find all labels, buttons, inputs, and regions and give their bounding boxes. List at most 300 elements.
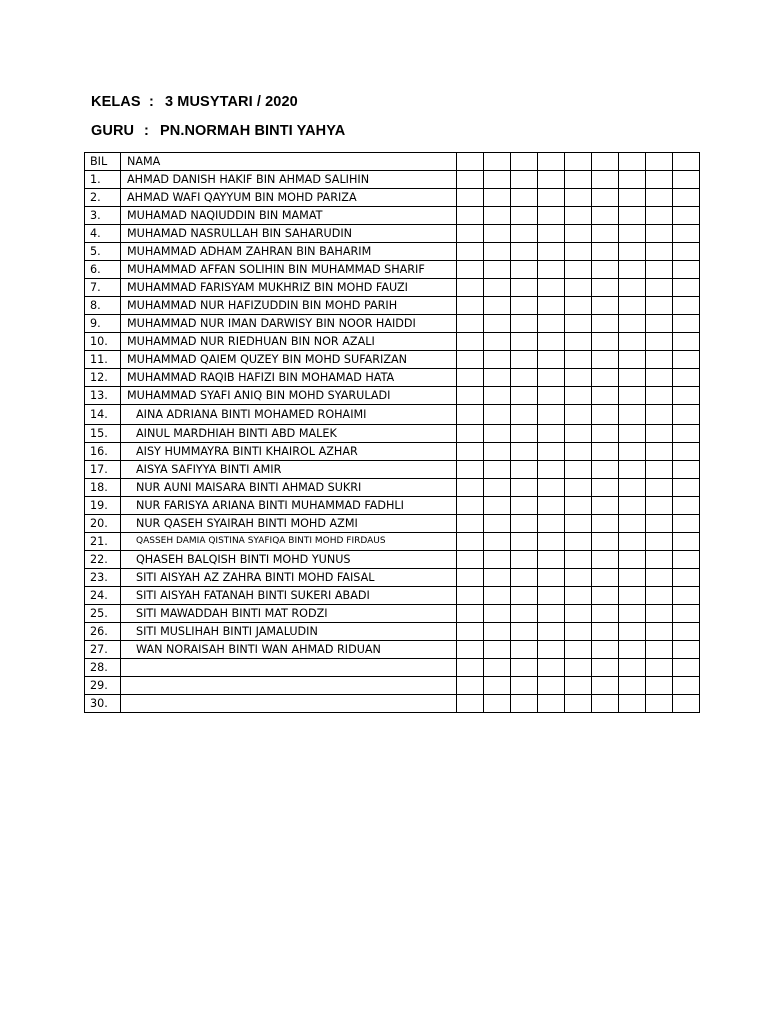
row-number: 7. bbox=[85, 279, 121, 297]
mark-cell[interactable] bbox=[565, 551, 592, 569]
mark-cell[interactable] bbox=[592, 443, 619, 461]
mark-cell[interactable] bbox=[538, 189, 565, 207]
mark-cell[interactable] bbox=[619, 351, 646, 369]
mark-cell[interactable] bbox=[592, 189, 619, 207]
mark-cell[interactable] bbox=[538, 641, 565, 659]
mark-cell[interactable] bbox=[538, 623, 565, 641]
mark-cell[interactable] bbox=[457, 297, 484, 315]
mark-cell[interactable] bbox=[538, 351, 565, 369]
mark-cell[interactable] bbox=[565, 587, 592, 605]
mark-cell[interactable] bbox=[484, 207, 511, 225]
mark-cell[interactable] bbox=[511, 387, 538, 405]
mark-cell[interactable] bbox=[457, 461, 484, 479]
mark-cell[interactable] bbox=[484, 243, 511, 261]
mark-cell[interactable] bbox=[511, 551, 538, 569]
mark-cell[interactable] bbox=[646, 641, 673, 659]
mark-cell[interactable] bbox=[484, 641, 511, 659]
mark-cell[interactable] bbox=[619, 659, 646, 677]
mark-cell[interactable] bbox=[484, 225, 511, 243]
mark-cell[interactable] bbox=[592, 605, 619, 623]
mark-cell[interactable] bbox=[565, 315, 592, 333]
mark-cell[interactable] bbox=[538, 333, 565, 351]
mark-cell[interactable] bbox=[565, 533, 592, 551]
mark-cell[interactable] bbox=[646, 461, 673, 479]
mark-cell[interactable] bbox=[592, 171, 619, 189]
mark-cell[interactable] bbox=[538, 569, 565, 587]
mark-cell[interactable] bbox=[484, 659, 511, 677]
mark-cell[interactable] bbox=[646, 695, 673, 713]
mark-cell[interactable] bbox=[484, 279, 511, 297]
mark-cell[interactable] bbox=[619, 189, 646, 207]
mark-cell[interactable] bbox=[565, 659, 592, 677]
mark-cell[interactable] bbox=[457, 369, 484, 387]
mark-cell[interactable] bbox=[511, 497, 538, 515]
mark-cell[interactable] bbox=[592, 587, 619, 605]
mark-cell[interactable] bbox=[673, 569, 700, 587]
mark-cell[interactable] bbox=[565, 387, 592, 405]
mark-cell[interactable] bbox=[673, 315, 700, 333]
table-row bbox=[85, 225, 700, 243]
mark-cell[interactable] bbox=[673, 171, 700, 189]
mark-cell[interactable] bbox=[619, 515, 646, 533]
mark-cell[interactable] bbox=[484, 515, 511, 533]
mark-cell[interactable] bbox=[619, 261, 646, 279]
mark-cell[interactable] bbox=[511, 171, 538, 189]
mark-cell[interactable] bbox=[646, 623, 673, 641]
mark-cell[interactable] bbox=[646, 261, 673, 279]
mark-cell[interactable] bbox=[457, 515, 484, 533]
mark-cell[interactable] bbox=[484, 479, 511, 497]
mark-cell[interactable] bbox=[592, 225, 619, 243]
mark-cell[interactable] bbox=[484, 569, 511, 587]
mark-cell[interactable] bbox=[565, 479, 592, 497]
mark-cell[interactable] bbox=[457, 551, 484, 569]
mark-cell[interactable] bbox=[619, 533, 646, 551]
mark-cell[interactable] bbox=[484, 387, 511, 405]
mark-cell[interactable] bbox=[484, 351, 511, 369]
mark-cell[interactable] bbox=[646, 243, 673, 261]
mark-cell[interactable] bbox=[619, 677, 646, 695]
mark-cell[interactable] bbox=[511, 641, 538, 659]
mark-cell[interactable] bbox=[484, 189, 511, 207]
student-name: AHMAD DANISH HAKIF BIN AHMAD SALIHIN bbox=[121, 171, 457, 189]
mark-cell[interactable] bbox=[592, 569, 619, 587]
mark-cell[interactable] bbox=[538, 171, 565, 189]
mark-cell[interactable] bbox=[592, 623, 619, 641]
mark-cell[interactable] bbox=[646, 297, 673, 315]
mark-cell[interactable] bbox=[511, 297, 538, 315]
mark-cell[interactable] bbox=[619, 279, 646, 297]
mark-cell[interactable] bbox=[457, 533, 484, 551]
mark-cell[interactable] bbox=[592, 479, 619, 497]
mark-cell[interactable] bbox=[673, 659, 700, 677]
mark-cell[interactable] bbox=[592, 351, 619, 369]
mark-cell[interactable] bbox=[538, 405, 565, 425]
mark-cell[interactable] bbox=[538, 551, 565, 569]
mark-cell[interactable] bbox=[592, 207, 619, 225]
mark-cell[interactable] bbox=[565, 243, 592, 261]
mark-cell[interactable] bbox=[619, 551, 646, 569]
mark-cell[interactable] bbox=[484, 171, 511, 189]
mark-cell[interactable] bbox=[673, 207, 700, 225]
mark-cell[interactable] bbox=[565, 605, 592, 623]
mark-cell[interactable] bbox=[619, 297, 646, 315]
mark-cell[interactable] bbox=[565, 297, 592, 315]
mark-cell[interactable] bbox=[619, 641, 646, 659]
mark-cell[interactable] bbox=[565, 207, 592, 225]
mark-cell[interactable] bbox=[511, 461, 538, 479]
mark-cell[interactable] bbox=[619, 695, 646, 713]
mark-cell[interactable] bbox=[457, 171, 484, 189]
mark-cell[interactable] bbox=[673, 641, 700, 659]
mark-cell[interactable] bbox=[646, 405, 673, 425]
mark-cell[interactable] bbox=[619, 425, 646, 443]
mark-cell[interactable] bbox=[565, 405, 592, 425]
mark-cell[interactable] bbox=[457, 279, 484, 297]
mark-cell[interactable] bbox=[457, 243, 484, 261]
mark-cell[interactable] bbox=[457, 351, 484, 369]
mark-cell[interactable] bbox=[538, 261, 565, 279]
mark-cell[interactable] bbox=[484, 369, 511, 387]
row-number: 24. bbox=[85, 587, 121, 605]
mark-cell[interactable] bbox=[484, 623, 511, 641]
mark-cell[interactable] bbox=[592, 243, 619, 261]
mark-cell[interactable] bbox=[646, 497, 673, 515]
student-name: AISY HUMMAYRA BINTI KHAIROL AZHAR bbox=[121, 443, 457, 461]
mark-cell[interactable] bbox=[511, 623, 538, 641]
mark-cell[interactable] bbox=[457, 387, 484, 405]
mark-cell[interactable] bbox=[565, 171, 592, 189]
mark-cell[interactable] bbox=[646, 387, 673, 405]
mark-cell[interactable] bbox=[673, 623, 700, 641]
student-name: QHASEH BALQISH BINTI MOHD YUNUS bbox=[121, 551, 457, 569]
mark-cell[interactable] bbox=[592, 695, 619, 713]
mark-cell[interactable] bbox=[592, 333, 619, 351]
mark-cell[interactable] bbox=[511, 605, 538, 623]
mark-cell[interactable] bbox=[565, 369, 592, 387]
row-number: 18. bbox=[85, 479, 121, 497]
mark-cell[interactable] bbox=[673, 587, 700, 605]
row-number: 14. bbox=[85, 405, 121, 425]
mark-cell[interactable] bbox=[619, 405, 646, 425]
mark-cell[interactable] bbox=[538, 461, 565, 479]
mark-cell[interactable] bbox=[619, 369, 646, 387]
mark-cell[interactable] bbox=[511, 369, 538, 387]
mark-cell[interactable] bbox=[565, 261, 592, 279]
class-label: KELAS bbox=[91, 94, 141, 110]
mark-cell[interactable] bbox=[673, 333, 700, 351]
mark-cell[interactable] bbox=[673, 461, 700, 479]
mark-cell[interactable] bbox=[457, 587, 484, 605]
mark-cell[interactable] bbox=[592, 641, 619, 659]
mark-cell[interactable] bbox=[673, 677, 700, 695]
mark-cell[interactable] bbox=[511, 351, 538, 369]
mark-cell[interactable] bbox=[511, 677, 538, 695]
mark-cell[interactable] bbox=[673, 551, 700, 569]
row-number: 30. bbox=[85, 695, 121, 713]
mark-cell[interactable] bbox=[538, 659, 565, 677]
mark-cell[interactable] bbox=[457, 443, 484, 461]
mark-cell[interactable] bbox=[673, 369, 700, 387]
mark-cell[interactable] bbox=[538, 387, 565, 405]
mark-cell[interactable] bbox=[511, 315, 538, 333]
class-separator: : bbox=[149, 94, 154, 110]
mark-cell[interactable] bbox=[592, 405, 619, 425]
mark-cell[interactable] bbox=[484, 405, 511, 425]
mark-cell[interactable] bbox=[457, 623, 484, 641]
mark-cell[interactable] bbox=[646, 225, 673, 243]
mark-cell[interactable] bbox=[511, 695, 538, 713]
teacher-label: GURU bbox=[91, 123, 135, 139]
mark-cell[interactable] bbox=[538, 369, 565, 387]
row-number: 9. bbox=[85, 315, 121, 333]
mark-cell[interactable] bbox=[673, 261, 700, 279]
mark-cell[interactable] bbox=[484, 497, 511, 515]
mark-cell[interactable] bbox=[673, 351, 700, 369]
mark-cell[interactable] bbox=[673, 297, 700, 315]
mark-cell[interactable] bbox=[673, 515, 700, 533]
mark-cell[interactable] bbox=[457, 261, 484, 279]
mark-cell[interactable] bbox=[619, 333, 646, 351]
table-row bbox=[85, 207, 700, 225]
mark-cell[interactable] bbox=[457, 425, 484, 443]
mark-cell[interactable] bbox=[511, 659, 538, 677]
mark-cell[interactable] bbox=[646, 677, 673, 695]
mark-cell[interactable] bbox=[484, 551, 511, 569]
mark-cell[interactable] bbox=[646, 279, 673, 297]
mark-cell[interactable] bbox=[619, 171, 646, 189]
student-name: SITI MUSLIHAH BINTI JAMALUDIN bbox=[121, 623, 457, 641]
mark-cell[interactable] bbox=[511, 225, 538, 243]
row-number: 15. bbox=[85, 425, 121, 443]
mark-cell[interactable] bbox=[457, 641, 484, 659]
mark-cell[interactable] bbox=[511, 279, 538, 297]
mark-cell[interactable] bbox=[511, 587, 538, 605]
mark-cell[interactable] bbox=[457, 677, 484, 695]
mark-cell[interactable] bbox=[592, 315, 619, 333]
mark-cell[interactable] bbox=[511, 425, 538, 443]
mark-cell[interactable] bbox=[484, 695, 511, 713]
mark-cell[interactable] bbox=[538, 515, 565, 533]
mark-cell[interactable] bbox=[511, 333, 538, 351]
mark-cell[interactable] bbox=[565, 225, 592, 243]
mark-cell[interactable] bbox=[565, 641, 592, 659]
mark-cell[interactable] bbox=[538, 207, 565, 225]
mark-cell[interactable] bbox=[484, 261, 511, 279]
mark-cell[interactable] bbox=[484, 425, 511, 443]
header-mark-cell bbox=[565, 153, 592, 171]
mark-cell[interactable] bbox=[457, 207, 484, 225]
mark-cell[interactable] bbox=[646, 479, 673, 497]
mark-cell[interactable] bbox=[565, 351, 592, 369]
mark-cell[interactable] bbox=[565, 443, 592, 461]
teacher-value: PN.NORMAH BINTI YAHYA bbox=[160, 123, 346, 139]
mark-cell[interactable] bbox=[457, 659, 484, 677]
mark-cell[interactable] bbox=[538, 225, 565, 243]
mark-cell[interactable] bbox=[511, 261, 538, 279]
mark-cell[interactable] bbox=[673, 279, 700, 297]
mark-cell[interactable] bbox=[646, 333, 673, 351]
mark-cell[interactable] bbox=[673, 425, 700, 443]
header-mark-cell bbox=[484, 153, 511, 171]
mark-cell[interactable] bbox=[457, 605, 484, 623]
table-row bbox=[85, 533, 700, 551]
mark-cell[interactable] bbox=[673, 225, 700, 243]
mark-cell[interactable] bbox=[673, 405, 700, 425]
mark-cell[interactable] bbox=[538, 243, 565, 261]
mark-cell[interactable] bbox=[592, 515, 619, 533]
mark-cell[interactable] bbox=[538, 497, 565, 515]
mark-cell[interactable] bbox=[592, 297, 619, 315]
student-name: SITI MAWADDAH BINTI MAT RODZI bbox=[121, 605, 457, 623]
mark-cell[interactable] bbox=[619, 225, 646, 243]
mark-cell[interactable] bbox=[646, 515, 673, 533]
mark-cell[interactable] bbox=[673, 533, 700, 551]
mark-cell[interactable] bbox=[538, 279, 565, 297]
mark-cell[interactable] bbox=[457, 225, 484, 243]
mark-cell[interactable] bbox=[646, 587, 673, 605]
mark-cell[interactable] bbox=[646, 425, 673, 443]
student-name: MUHAMMAD RAQIB HAFIZI BIN MOHAMAD HATA bbox=[121, 369, 457, 387]
mark-cell[interactable] bbox=[538, 605, 565, 623]
mark-cell[interactable] bbox=[484, 533, 511, 551]
mark-cell[interactable] bbox=[646, 605, 673, 623]
mark-cell[interactable] bbox=[673, 605, 700, 623]
table-row bbox=[85, 479, 700, 497]
mark-cell[interactable] bbox=[511, 405, 538, 425]
mark-cell[interactable] bbox=[592, 279, 619, 297]
mark-cell[interactable] bbox=[592, 461, 619, 479]
mark-cell[interactable] bbox=[592, 425, 619, 443]
mark-cell[interactable] bbox=[484, 677, 511, 695]
mark-cell[interactable] bbox=[673, 387, 700, 405]
mark-cell[interactable] bbox=[646, 533, 673, 551]
mark-cell[interactable] bbox=[592, 659, 619, 677]
mark-cell[interactable] bbox=[538, 533, 565, 551]
mark-cell[interactable] bbox=[538, 695, 565, 713]
mark-cell[interactable] bbox=[646, 207, 673, 225]
mark-cell[interactable] bbox=[565, 623, 592, 641]
mark-cell[interactable] bbox=[646, 315, 673, 333]
student-name: NUR AUNI MAISARA BINTI AHMAD SUKRI bbox=[121, 479, 457, 497]
mark-cell[interactable] bbox=[538, 425, 565, 443]
mark-cell[interactable] bbox=[484, 333, 511, 351]
mark-cell[interactable] bbox=[565, 279, 592, 297]
mark-cell[interactable] bbox=[565, 515, 592, 533]
mark-cell[interactable] bbox=[673, 189, 700, 207]
mark-cell[interactable] bbox=[457, 405, 484, 425]
mark-cell[interactable] bbox=[619, 497, 646, 515]
mark-cell[interactable] bbox=[592, 261, 619, 279]
mark-cell[interactable] bbox=[646, 569, 673, 587]
mark-cell[interactable] bbox=[646, 369, 673, 387]
mark-cell[interactable] bbox=[565, 461, 592, 479]
mark-cell[interactable] bbox=[646, 659, 673, 677]
mark-cell[interactable] bbox=[511, 533, 538, 551]
mark-cell[interactable] bbox=[565, 333, 592, 351]
mark-cell[interactable] bbox=[457, 497, 484, 515]
mark-cell[interactable] bbox=[511, 479, 538, 497]
mark-cell[interactable] bbox=[673, 243, 700, 261]
mark-cell[interactable] bbox=[538, 315, 565, 333]
mark-cell[interactable] bbox=[592, 677, 619, 695]
mark-cell[interactable] bbox=[457, 333, 484, 351]
mark-cell[interactable] bbox=[673, 695, 700, 713]
mark-cell[interactable] bbox=[457, 189, 484, 207]
mark-cell[interactable] bbox=[619, 587, 646, 605]
mark-cell[interactable] bbox=[511, 515, 538, 533]
mark-cell[interactable] bbox=[619, 443, 646, 461]
mark-cell[interactable] bbox=[538, 443, 565, 461]
mark-cell[interactable] bbox=[538, 297, 565, 315]
mark-cell[interactable] bbox=[619, 605, 646, 623]
mark-cell[interactable] bbox=[511, 243, 538, 261]
mark-cell[interactable] bbox=[457, 315, 484, 333]
mark-cell[interactable] bbox=[619, 569, 646, 587]
mark-cell[interactable] bbox=[484, 443, 511, 461]
mark-cell[interactable] bbox=[619, 461, 646, 479]
mark-cell[interactable] bbox=[538, 677, 565, 695]
mark-cell[interactable] bbox=[538, 479, 565, 497]
mark-cell[interactable] bbox=[619, 387, 646, 405]
mark-cell[interactable] bbox=[484, 605, 511, 623]
row-number: 17. bbox=[85, 461, 121, 479]
mark-cell[interactable] bbox=[646, 443, 673, 461]
mark-cell[interactable] bbox=[592, 533, 619, 551]
mark-cell[interactable] bbox=[592, 497, 619, 515]
mark-cell[interactable] bbox=[565, 569, 592, 587]
mark-cell[interactable] bbox=[457, 479, 484, 497]
mark-cell[interactable] bbox=[646, 551, 673, 569]
student-name: AISYA SAFIYYA BINTI AMIR bbox=[121, 461, 457, 479]
mark-cell[interactable] bbox=[592, 369, 619, 387]
mark-cell[interactable] bbox=[673, 497, 700, 515]
mark-cell[interactable] bbox=[646, 351, 673, 369]
mark-cell[interactable] bbox=[565, 677, 592, 695]
mark-cell[interactable] bbox=[619, 623, 646, 641]
mark-cell[interactable] bbox=[619, 207, 646, 225]
student-name: NUR FARISYA ARIANA BINTI MUHAMMAD FADHLI bbox=[121, 497, 457, 515]
mark-cell[interactable] bbox=[511, 189, 538, 207]
mark-cell[interactable] bbox=[565, 695, 592, 713]
mark-cell[interactable] bbox=[511, 569, 538, 587]
table-row bbox=[85, 315, 700, 333]
mark-cell[interactable] bbox=[457, 695, 484, 713]
mark-cell[interactable] bbox=[619, 315, 646, 333]
mark-cell[interactable] bbox=[565, 189, 592, 207]
mark-cell[interactable] bbox=[673, 479, 700, 497]
table-row bbox=[85, 587, 700, 605]
mark-cell[interactable] bbox=[457, 569, 484, 587]
mark-cell[interactable] bbox=[592, 387, 619, 405]
mark-cell[interactable] bbox=[646, 171, 673, 189]
mark-cell[interactable] bbox=[484, 315, 511, 333]
student-name: MUHAMAD NASRULLAH BIN SAHARUDIN bbox=[121, 225, 457, 243]
mark-cell[interactable] bbox=[565, 497, 592, 515]
mark-cell[interactable] bbox=[538, 587, 565, 605]
mark-cell[interactable] bbox=[484, 587, 511, 605]
mark-cell[interactable] bbox=[484, 297, 511, 315]
mark-cell[interactable] bbox=[484, 461, 511, 479]
mark-cell[interactable] bbox=[592, 551, 619, 569]
mark-cell[interactable] bbox=[511, 207, 538, 225]
mark-cell[interactable] bbox=[565, 425, 592, 443]
mark-cell[interactable] bbox=[619, 479, 646, 497]
mark-cell[interactable] bbox=[673, 443, 700, 461]
mark-cell[interactable] bbox=[511, 443, 538, 461]
mark-cell[interactable] bbox=[646, 189, 673, 207]
mark-cell[interactable] bbox=[619, 243, 646, 261]
